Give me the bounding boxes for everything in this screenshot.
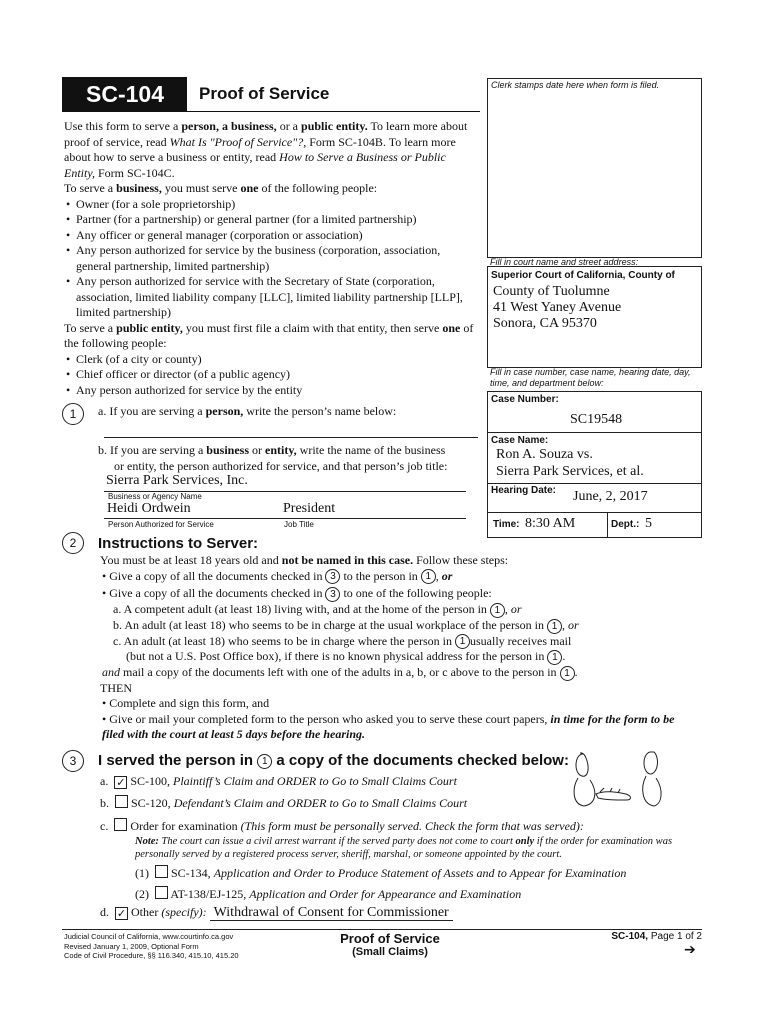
- time-divider: [488, 512, 701, 513]
- list-item: • Clerk (of a city or county): [64, 352, 474, 368]
- section-3-items: a. ✓ SC-100, Plaintiff’s Claim and ORDER to Go to Small Claims Court b. SC-120, Defendant’s Claim and ORDER to Go to Small Claims Court c. Order for examination (This form must be personally served. Check the form that was served): Note: The court can issue a civil arrest warrant if the served party does not come to court only if the order for examination was personally served by a registered process server, sheriff, marshal, or someone appointed by the court. (1) SC-134, Application and Order to Produce Statement of Assets and to Appear for Examination (2) AT-138/EJ-125, Application and Order for Appearance and Examination d. ✓ Other (specify): Withdrawal of Consent for Commissioner: [100, 774, 700, 923]
- footer-left: Judicial Council of California, www.courtinfo.ca.gov Revised January 1, 2009, Optional Form Code of Civil Procedure, §§ 116.340, 415.10, 415.20: [64, 932, 239, 960]
- dept-divider: [607, 512, 608, 537]
- next-page-arrow-icon[interactable]: ➔: [684, 942, 696, 958]
- doc-b-checkbox[interactable]: [115, 795, 128, 808]
- doc-c-checkbox[interactable]: [114, 818, 127, 831]
- case-name-1[interactable]: Ron A. Souza vs.: [496, 447, 593, 462]
- section-3-heading: I served the person in 1 a copy of the documents checked below:: [98, 752, 569, 769]
- hearing-date[interactable]: June, 2, 2017: [573, 489, 648, 504]
- time-label: Time:: [493, 519, 520, 530]
- hearing-divider: [488, 483, 701, 484]
- entity-people-list: [64, 352, 474, 399]
- court-fill-label: Fill in court name and street address:: [490, 257, 639, 267]
- court-heading: Superior Court of California, County of: [491, 270, 675, 281]
- person-authorized-line: [104, 518, 466, 519]
- header-rule: [62, 111, 480, 112]
- job-title-label: Job Title: [284, 520, 314, 529]
- section-1b-text: b. If you are serving a business or entity, write the name of the business or entity, the person authorized for service, and that person’s job title:: [98, 443, 448, 473]
- list-item: • Any person authorized for service by the entity: [64, 383, 474, 399]
- form-code-badge: [62, 77, 187, 111]
- intro-text: [64, 119, 474, 398]
- clerk-stamp-label: Clerk stamps date here when form is filed.: [491, 80, 660, 90]
- case-name-2[interactable]: Sierra Park Services, et al.: [496, 464, 644, 479]
- dept-label: Dept.:: [611, 519, 640, 530]
- section-1a-text: a. If you are serving a person, write the person’s name below:: [98, 404, 397, 418]
- court-box: [487, 266, 702, 368]
- case-box: [487, 391, 702, 538]
- list-item: • Owner (for a sole proprietorship): [64, 197, 474, 213]
- person-name-line[interactable]: [104, 437, 478, 438]
- doc-a-checkbox[interactable]: ✓: [116, 776, 126, 789]
- footer-right: SC-104, Page 1 of 2: [611, 931, 702, 942]
- intro-para-3: To serve a public entity, you must first file a claim with that entity, then serve one of the following people:: [64, 320, 474, 350]
- job-title-value[interactable]: President: [283, 501, 336, 516]
- doc-d-checkbox[interactable]: ✓: [116, 907, 127, 920]
- list-item: • Any person authorized for service by the business (corporation, association, general partnership, limited partnership): [64, 243, 474, 274]
- footer-center: Proof of Service (Small Claims): [340, 931, 440, 958]
- intro-para-1: Use this form to serve a person, a business, or a public entity. To learn more about proof of service, read What Is "Proof of Service"?, Form SC-104B. To learn more about how to serve a business or entity, read How to Serve a Business or Public Entity, Form SC-104C.: [64, 119, 468, 180]
- hearing-date-label: Hearing Date:: [491, 485, 557, 496]
- list-item: • Partner (for a partnership) or general partner (for a limited partnership): [64, 212, 474, 228]
- business-people-list: [64, 197, 474, 321]
- person-authorized-label: Person Authorized for Service: [108, 520, 214, 529]
- business-name-value[interactable]: Sierra Park Services, Inc.: [106, 473, 248, 488]
- business-name-label: Business or Agency Name: [108, 492, 202, 501]
- court-city[interactable]: Sonora, CA 95370: [493, 316, 597, 331]
- court-street[interactable]: 41 West Yaney Avenue: [493, 300, 622, 315]
- doc-c1-checkbox[interactable]: [155, 865, 168, 878]
- other-specify-value[interactable]: Withdrawal of Consent for Commissioner: [210, 905, 453, 921]
- case-number[interactable]: SC19548: [570, 412, 623, 427]
- person-authorized-value[interactable]: Heidi Ordwein: [107, 501, 191, 516]
- court-county[interactable]: County of Tuolumne: [493, 284, 610, 299]
- section-1-number: 1: [62, 403, 84, 425]
- time-value[interactable]: 8:30 AM: [525, 516, 576, 531]
- clerk-stamp-box: [487, 78, 702, 258]
- intro-para-2: To serve a business, you must serve one of the following people:: [64, 181, 378, 195]
- section-2-number: 2: [62, 532, 84, 554]
- footer-rule: [62, 929, 702, 930]
- section-2-body: You must be at least 18 years old and not be named in this case. Follow these steps: • Give a copy of all the documents checked in 3 to the person in 1 , or • Give a copy of all the documents checked in 3 to one of the following people: a. A competent adult (at least 18) living with, and at the home of the person in 1 , or b. An adult (at least 18) who seems to be in charge at the usual workplace of the person in 1 , or c. An adult (at least 18) who seems to be in charge where the person in 1 usually receives mail (but not a U.S. Post Office box), if there is no known physical address for the person in 1 . and mail a copy of the documents left with one of the adults in a, b, or c above to the person in 1 . THEN • Complete and sign this form, and • Give or mail your completed form to the person who asked you to serve these court papers, in time for the form to be filed with the court at least 5 days before the hearing.: [100, 553, 675, 742]
- note-text: Note: The court can issue a civil arrest warrant if the served party does not come to court only if the order for examination was personally served by a registered process server, sheriff, marshal, or someone appointed by the court.: [135, 836, 673, 860]
- section-2-heading: Instructions to Server:: [98, 535, 259, 552]
- form-code: SC-104: [86, 81, 164, 107]
- doc-c2-checkbox[interactable]: [155, 886, 168, 899]
- case-number-label: Case Number:: [491, 394, 559, 405]
- list-item: • Chief officer or director (of a public agency): [64, 367, 474, 383]
- case-name-label: Case Name:: [491, 435, 549, 446]
- section-3-number: 3: [62, 750, 84, 772]
- list-item: • Any person authorized for service with the Secretary of State (corporation, association, limited liability company [LLC], limited liability partnership [LLP], limited partnership): [64, 274, 474, 321]
- form-title: Proof of Service: [199, 84, 330, 103]
- list-item: • Any officer or general manager (corporation or association): [64, 228, 474, 244]
- dept-value[interactable]: 5: [645, 516, 652, 531]
- case-fill-label: Fill in case number, case name, hearing date, day, time, and department below:: [490, 367, 691, 388]
- case-divider: [488, 432, 701, 433]
